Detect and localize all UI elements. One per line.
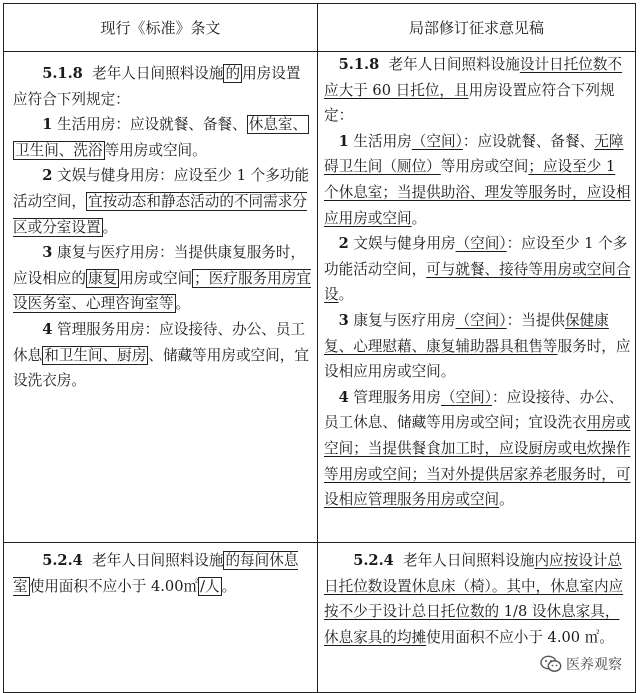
watermark-text: 医养观察	[566, 657, 622, 673]
clause-number: 5.2.4	[42, 552, 83, 569]
header-current-clause: 现行《标准》条文	[100, 19, 221, 37]
row-divider	[4, 542, 635, 543]
current-5-1-8: 5.1.8 老年人日间照料设施 的 用房设置应符合下列规定： 1 生活用房：应设就餐、备餐、 休息室、卫生间、洗浴 等用房或空间。 2 文娱与健身用房：应设至少 1 个多功能活动空间， 宜按动态和静态活动的不同需求分区或分室设置 。 3 康复与医疗用房：当提供康复服务时，应设相应的 康复 用房或空间 ；医疗服务用房宜设医务室、心理咨询室等 。 4 管理服务用房：应设接待、办公、员工休息 和卫生间、厨房 、储藏等用房或空间，宜设洗衣房。	[13, 65, 311, 390]
wechat-icon	[540, 655, 562, 673]
header-revision-draft: 局部修订征求意见稿	[408, 19, 544, 37]
clause-number: 5.1.8	[338, 56, 380, 73]
draft-5-1-8: 5.1.8 老年人日间照料设施设计日托位数不应大于 60 日托位，且用房设置应符合下列规定： 1 生活用房（空间）：应设就餐、备餐、无障碍卫生间（厕位）等用房或空间；应设至少 1 个休息室；当提供助浴、理发等服务时，应设相应用房或空间。 2 文娱与健身用房（空间）：应设至少 1 个多功能活动空间，可与就餐、接待等用房或空间合设。 3 康复与医疗用房（空间）：当提供保健康复、心理慰藉、康复辅助器具租售等服务时，应设相应用房或空间。 4 管理服务用房（空间）：应设接待、办公、员工休息、储藏等用房或空间；宜设洗衣用房或空间；当提供餐食加工时，应设厨房或电炊操作等用房或空间；当对外提供居家养老服务时，可设相应管理服务用房或空间。	[324, 56, 631, 509]
clause-number: 5.1.8	[42, 65, 83, 82]
watermark	[540, 654, 622, 674]
comparison-table	[3, 3, 636, 693]
current-5-2-4: 5.2.4 老年人日间照料设施 的每间休息室 使用面积不应小于 4.00㎡ /人 。	[13, 552, 299, 595]
column-divider	[317, 4, 318, 692]
draft-5-2-4: 5.2.4 老年人日间照料设施内应按设计总日托位数设置休息床（椅）。其中，休息室内应按不少于设计总日托位数的 1/8 设休息家具，休息家具的均摊使用面积不应小于 4.00 ㎡。	[324, 552, 624, 646]
clause-number: 5.2.4	[353, 552, 394, 569]
